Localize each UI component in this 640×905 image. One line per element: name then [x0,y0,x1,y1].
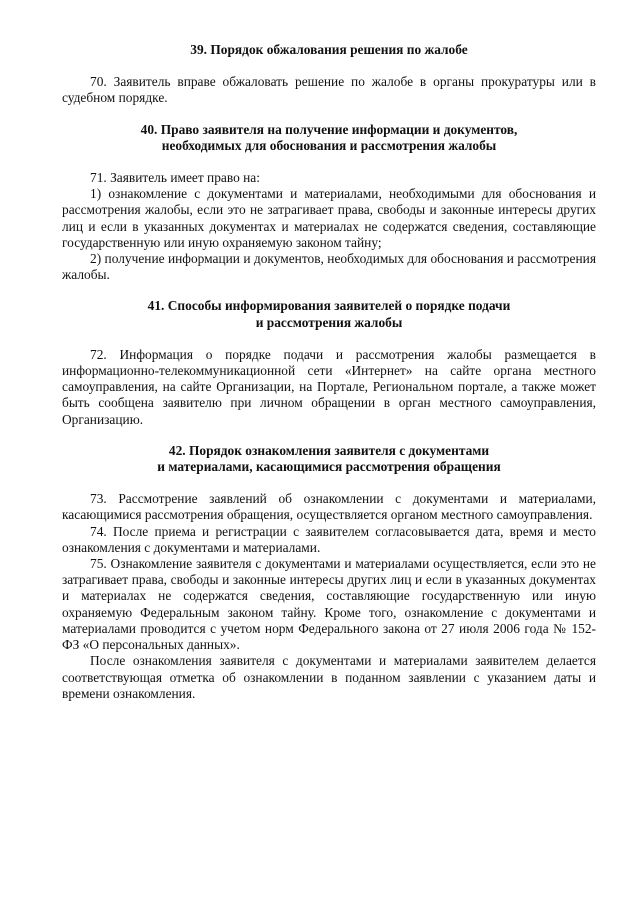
paragraph-72: 72. Информация о порядке подачи и рассмотрения жалобы размещается в информационно-телекоммуникационной сети «Интернет» на сайте органа местного самоуправления, на сайте Организации, на Портале, Региональном портале, а также может быть сообщена заявителю при личном обращении в орган местного самоуправления, Организацию. [62,346,596,427]
section-heading [62,122,596,154]
section-41 [62,298,596,427]
paragraph-70: 70. Заявитель вправе обжаловать решение по жалобе в органы прокуратуры или в судебном порядке. [62,74,596,106]
heading-line: 40. Право заявителя на получение информации и документов, [140,121,518,137]
document-page [62,42,596,702]
paragraph-73: 73. Рассмотрение заявлений об ознакомлении с документами и материалами, касающимися рассмотрения обращения, осуществляется органом местного самоуправления. [62,491,596,523]
section-40 [62,122,596,284]
heading-line: 42. Порядок ознакомления заявителя с документами [168,442,490,458]
paragraph-74: 74. После приема и регистрации с заявителем согласовывается дата, время и место ознакомления с документами и материалами. [62,523,596,555]
section-39 [62,42,596,107]
heading-line: необходимых для обоснования и рассмотрения жалобы [161,137,497,153]
paragraph-75-continuation: После ознакомления заявителя с документами и материалами заявителем делается соответствующая отметка об ознакомлении в поданном заявлении с указанием даты и времени ознакомления. [62,653,596,701]
paragraph-71-item-2: 2) получение информации и документов, необходимых для обоснования и рассмотрения жалобы. [62,251,596,283]
section-42 [62,443,596,702]
paragraph-75: 75. Ознакомление заявителя с документами и материалами осуществляется, если это не затрагивает права, свободы и законные интересы других лиц и если в указанных документах и материалах не содержатся сведения, составляющие государственную или иную охраняемую Федеральным законом тайну. Кроме того, ознакомление с документами и материалами проводится с учетом норм Федерального закона от 27 июля 2006 года № 152-ФЗ «О персональных данных». [62,556,596,653]
paragraph-71-item-1: 1) ознакомление с документами и материалами, необходимыми для обоснования и рассмотрения жалобы, если это не затрагивает права, свободы и законные интересы других лиц и если в указанных документах и материалах не содержатся сведения, составляющие государственную или иную охраняемую законом тайну; [62,186,596,250]
heading-line: и материалами, касающимися рассмотрения обращения [157,459,501,475]
heading-line: и рассмотрения жалобы [255,314,403,330]
section-heading [62,298,596,330]
heading-line: 41. Способы информирования заявителей о порядке подачи [147,298,511,314]
section-heading [62,443,596,475]
paragraph-71: 71. Заявитель имеет право на: [90,170,260,186]
section-heading: 39. Порядок обжалования решения по жалобе [190,42,468,57]
